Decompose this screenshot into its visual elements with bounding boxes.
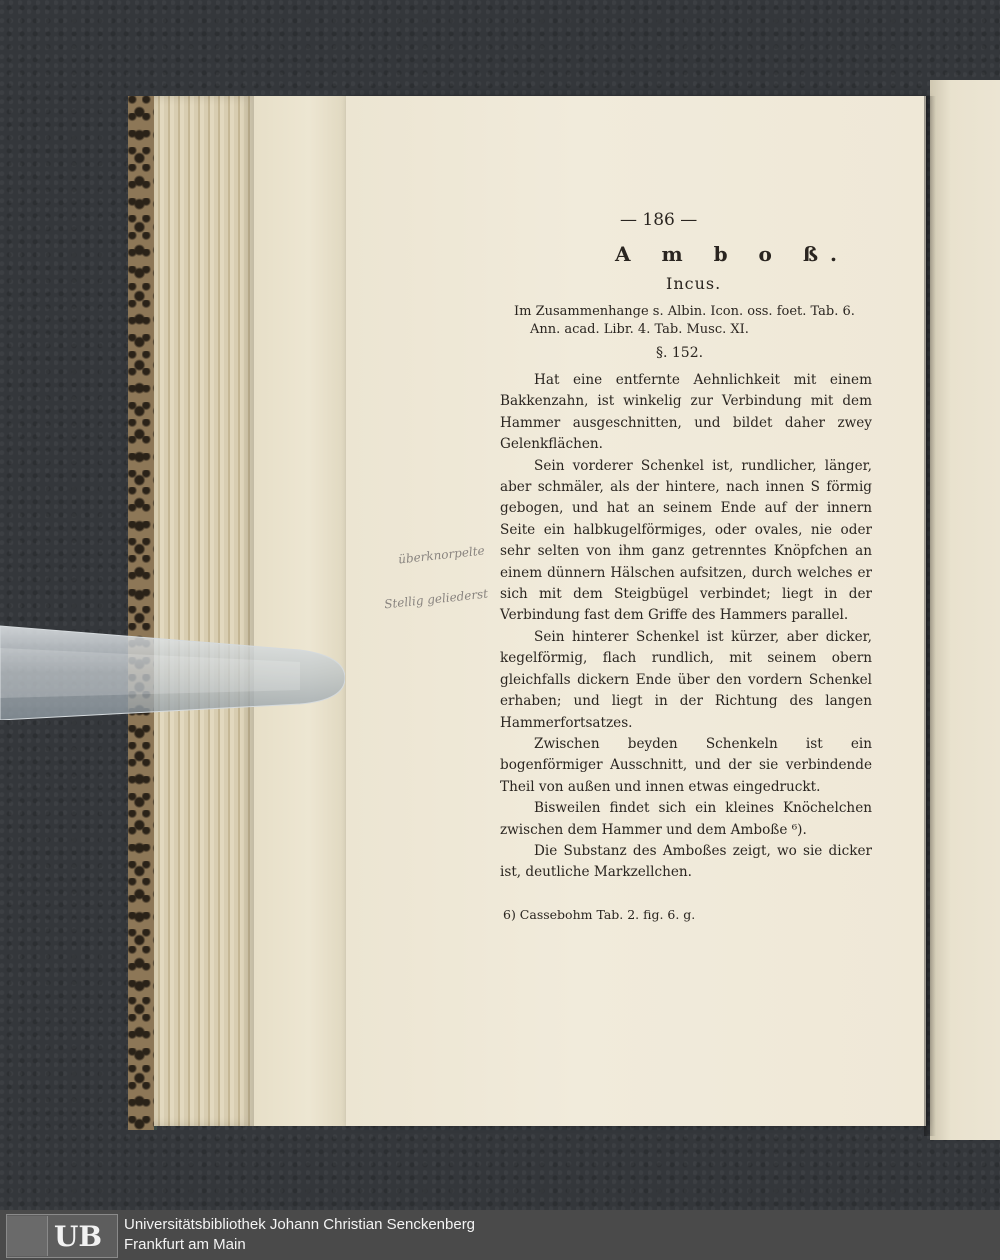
- page-stack-edges: [154, 96, 254, 1126]
- book-cover-edge: [128, 96, 157, 1130]
- margin-note: überknorpelte: [397, 543, 486, 567]
- university-library-logo: [6, 1214, 118, 1258]
- latin-title: Incus.: [666, 274, 722, 293]
- paragraph: Die Substanz des Amboßes zeigt, wo sie dicker ist, deutliche Markzellchen.: [500, 842, 872, 881]
- page-number: — 186 —: [620, 210, 698, 230]
- reference-line-2: Ann. acad. Libr. 4. Tab. Musc. XI.: [530, 322, 749, 337]
- footnote: 6) Cassebohm Tab. 2. fig. 6. g.: [503, 907, 696, 922]
- paragraph: Sein hinterer Schenkel ist kürzer, aber dicker, kegelförmig, flach rundlich, mit seinem obern gleichfalls dickern Ende über den vordern Schenkel erhaben; und liegt in der Richtung des langen Hammerfortsatzes.: [500, 628, 872, 731]
- left-page-fold: [254, 96, 346, 1126]
- reference-line-1: Im Zusammenhange s. Albin. Icon. oss. foet. Tab. 6.: [514, 304, 855, 319]
- margin-note: Stellig geliederst: [383, 586, 489, 612]
- paragraph: Zwischen beyden Schenkeln ist ein bogenförmiger Ausschnitt, und der sie verbindende Theil von außen und innen etwas eingedruckt.: [500, 735, 872, 795]
- institution-name: Universitätsbibliothek Johann Christian Senckenberg: [124, 1216, 476, 1233]
- paragraph: Sein vorderer Schenkel ist, rundlicher, länger, aber schmäler, als der hintere, nach innen S förmig gebogen, und hat an seinem Ende auf der innern Seite ein halbkugelförmiges, oder ovales, nie oder sehr selten von ihm ganz getrenntes Knöpfchen an einem dünnern Hälschen aufsitzen, durch welches er sich mit dem Steigbügel verbindet; liegt in der Verbindung fast dem Griffe des Hammers parallel.: [500, 457, 872, 624]
- logo-text: UB: [54, 1219, 103, 1253]
- bust-icon: [7, 1216, 48, 1256]
- paragraph: Bisweilen findet sich ein kleines Knöchelchen zwischen dem Hammer und dem Amboße ⁶).: [500, 800, 872, 838]
- section-number: §. 152.: [656, 345, 704, 361]
- gutter-shadow: [924, 96, 936, 1136]
- page-title: A m b o ß.: [615, 242, 850, 266]
- body-text: [500, 370, 872, 884]
- glass-bookmark: [0, 620, 345, 720]
- paragraph: Hat eine entfernte Aehnlichkeit mit einem Bakkenzahn, ist winkelig zur Verbindung mit dem Hammer ausgeschnitten, und bildet daher zwey Gelenkflächen.: [500, 372, 872, 453]
- facing-page: [930, 80, 1000, 1140]
- institution-location: Frankfurt am Main: [124, 1236, 246, 1253]
